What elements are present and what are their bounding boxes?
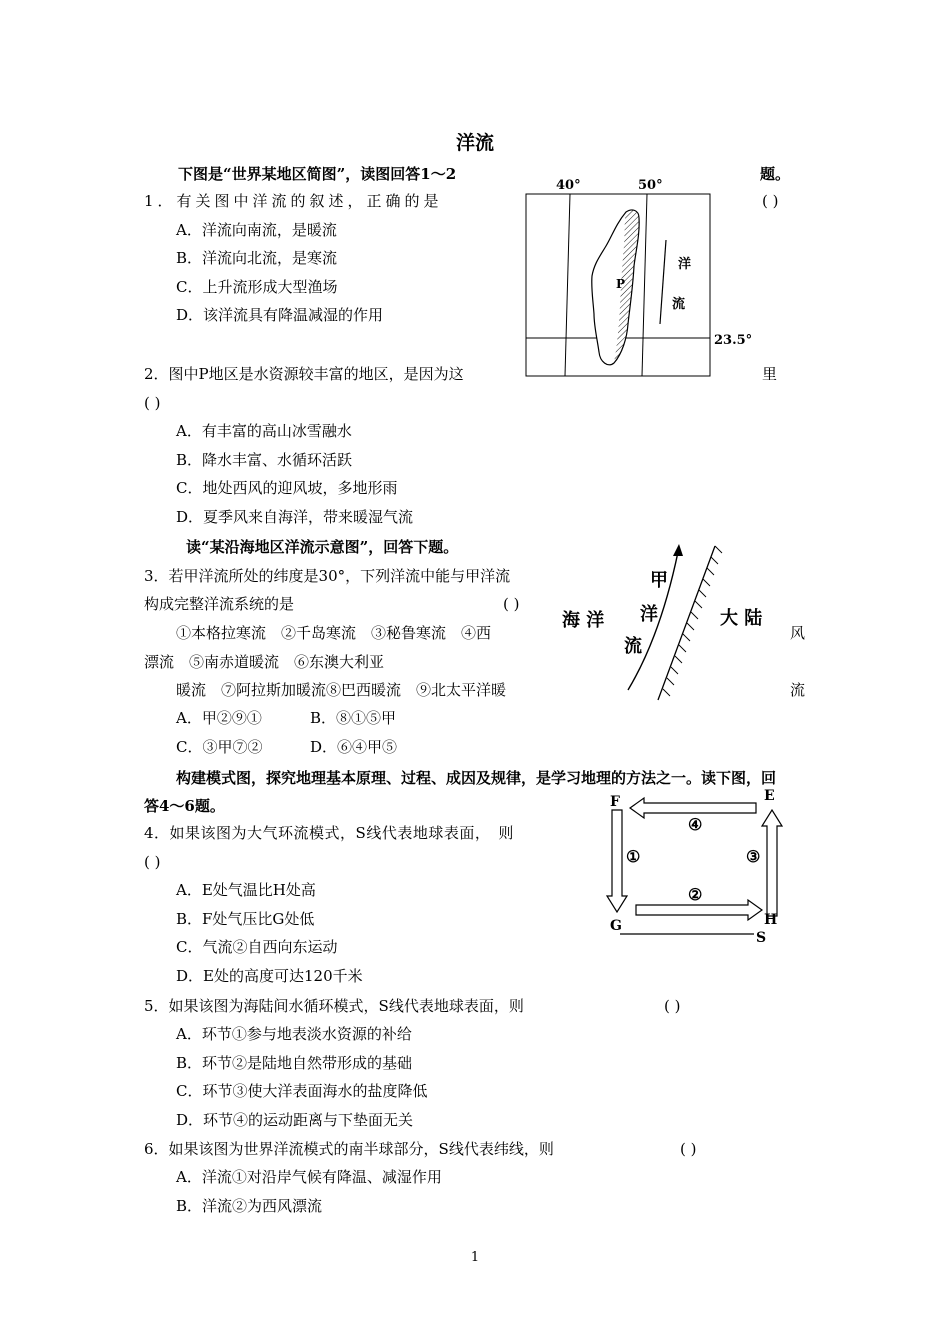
coastal-current-map	[560, 540, 790, 710]
q1-paren: ( )	[762, 192, 779, 210]
q5-paren: ( )	[664, 997, 681, 1015]
label-s: S	[756, 930, 767, 946]
q4-option-b: B．F处气压比G处低	[176, 910, 315, 928]
longitude-40-line	[565, 194, 570, 376]
label-h: H	[764, 912, 778, 928]
intro-3-line-1: 构建模式图，探究地理基本原理、过程、成因及规律，是学习地理的方法之一。读下图，回	[176, 769, 777, 787]
q6-paren: ( )	[680, 1140, 697, 1158]
q4-paren: ( )	[144, 853, 161, 871]
q2-paren: ( )	[144, 394, 161, 412]
q4-option-d: D．E处的高度可达120千米	[176, 967, 363, 985]
longitude-40-label: 40°	[556, 178, 581, 193]
q1-stem: 1．有关图中洋流的叙述，正确的是	[144, 192, 443, 210]
intro-1-text: 下图是“世界某地区简图”，读图回答1～2	[178, 165, 457, 183]
q4-stem: 4．如果该图为大气环流模式，S线代表地球表面， 则	[144, 824, 514, 842]
q3-option-d: D．⑥④甲⑤	[310, 738, 398, 756]
label-circle-3: ③	[746, 847, 761, 866]
current-label-liu: 流	[672, 297, 686, 312]
q2-option-b: B．降水丰富、水循环活跃	[176, 451, 353, 469]
coast-hatching	[663, 546, 722, 696]
q2-stem: 2．图中P地区是水资源较丰富的地区，是因为这	[144, 365, 464, 383]
q4-option-c: C．气流②自西向东运动	[176, 938, 338, 956]
intro-3-line-2: 答4～6题。	[144, 797, 225, 815]
q6-option-a: A．洋流①对沿岸气候有降温、减湿作用	[176, 1168, 442, 1186]
page-title: 洋流	[455, 132, 494, 154]
page-number: 1	[470, 1250, 480, 1265]
intro-2-text: 读“某沿海地区洋流示意图”，回答下题。	[186, 538, 459, 556]
q2-option-c: C．地处西风的迎风坡，多地形雨	[176, 479, 398, 497]
q5-option-b: B．环节②是陆地自然带形成的基础	[176, 1054, 413, 1072]
q3-list-line-3-tail: 流	[790, 681, 806, 699]
q4-option-a: A．E处气温比H处高	[176, 881, 316, 899]
label-g: G	[610, 918, 622, 934]
label-circle-1: ①	[626, 847, 641, 866]
intro-1-tail: 题。	[760, 165, 791, 183]
ocean-label: 海 洋	[562, 610, 605, 631]
q6-stem: 6．如果该图为世界洋流模式的南半球部分，S线代表纬线，则	[144, 1140, 554, 1158]
q3-list-line-1-tail: 风	[790, 624, 806, 642]
land-label: 大 陆	[720, 608, 763, 629]
q3-stem-line-1: 3．若甲洋流所处的纬度是30°，下列洋流中能与甲洋流	[144, 567, 511, 585]
q5-stem: 5．如果该图为海陆间水循环模式，S线代表地球表面，则	[144, 997, 524, 1015]
current-label-yang: 洋	[640, 604, 658, 625]
label-circle-4: ④	[688, 815, 703, 834]
longitude-50-label: 50°	[638, 178, 663, 193]
q6-option-b: B．洋流②为西风漂流	[176, 1197, 323, 1215]
q3-list-line-3: 暖流 ⑦阿拉斯加暖流⑧巴西暖流 ⑨北太平洋暖	[176, 681, 507, 699]
q1-option-a: A．洋流向南流，是暖流	[176, 221, 337, 239]
arrow-3	[762, 810, 782, 916]
q5-option-d: D．环节④的运动距离与下垫面无关	[176, 1111, 414, 1129]
q3-option-a: A．甲②⑨①	[176, 709, 262, 727]
point-p-label: P	[616, 277, 626, 291]
longitude-50-line	[642, 194, 647, 376]
q5-option-a: A．环节①参与地表淡水资源的补给	[176, 1025, 412, 1043]
circulation-model-diagram	[600, 786, 800, 946]
q2-option-d: D．夏季风来自海洋，带来暖湿气流	[176, 508, 414, 526]
world-region-map	[520, 176, 753, 376]
q5-option-c: C．环节③使大洋表面海水的盐度降低	[176, 1082, 428, 1100]
q3-option-c: C．③甲⑦②	[176, 738, 263, 756]
current-jia-arrowhead	[673, 544, 683, 556]
q1-option-b: B．洋流向北流，是寒流	[176, 249, 338, 267]
current-label-yang: 洋	[678, 257, 692, 272]
current-label-liu: 流	[624, 636, 642, 657]
q3-list-line-2: 漂流 ⑤南赤道暖流 ⑥东澳大利亚	[144, 653, 385, 671]
q1-option-d: D．该洋流具有降温减湿的作用	[176, 306, 384, 324]
q3-option-b: B．⑧①⑤甲	[310, 709, 397, 727]
label-e: E	[764, 788, 775, 804]
current-label-jia: 甲	[650, 570, 668, 591]
q3-list-line-1: ①本格拉寒流 ②千岛寒流 ③秘鲁寒流 ④西	[176, 624, 492, 642]
ocean-current-line	[660, 240, 666, 324]
q2-tail: 里	[762, 365, 778, 383]
q1-option-c: C．上升流形成大型渔场	[176, 278, 338, 296]
arrow-1	[607, 810, 627, 912]
q2-option-a: A．有丰富的高山冰雪融水	[176, 422, 352, 440]
label-circle-2: ②	[688, 885, 703, 904]
q3-paren: ( )	[503, 595, 520, 613]
q3-stem-line-2: 构成完整洋流系统的是	[144, 595, 295, 613]
latitude-label: 23.5°	[714, 333, 753, 348]
label-f: F	[610, 794, 620, 810]
